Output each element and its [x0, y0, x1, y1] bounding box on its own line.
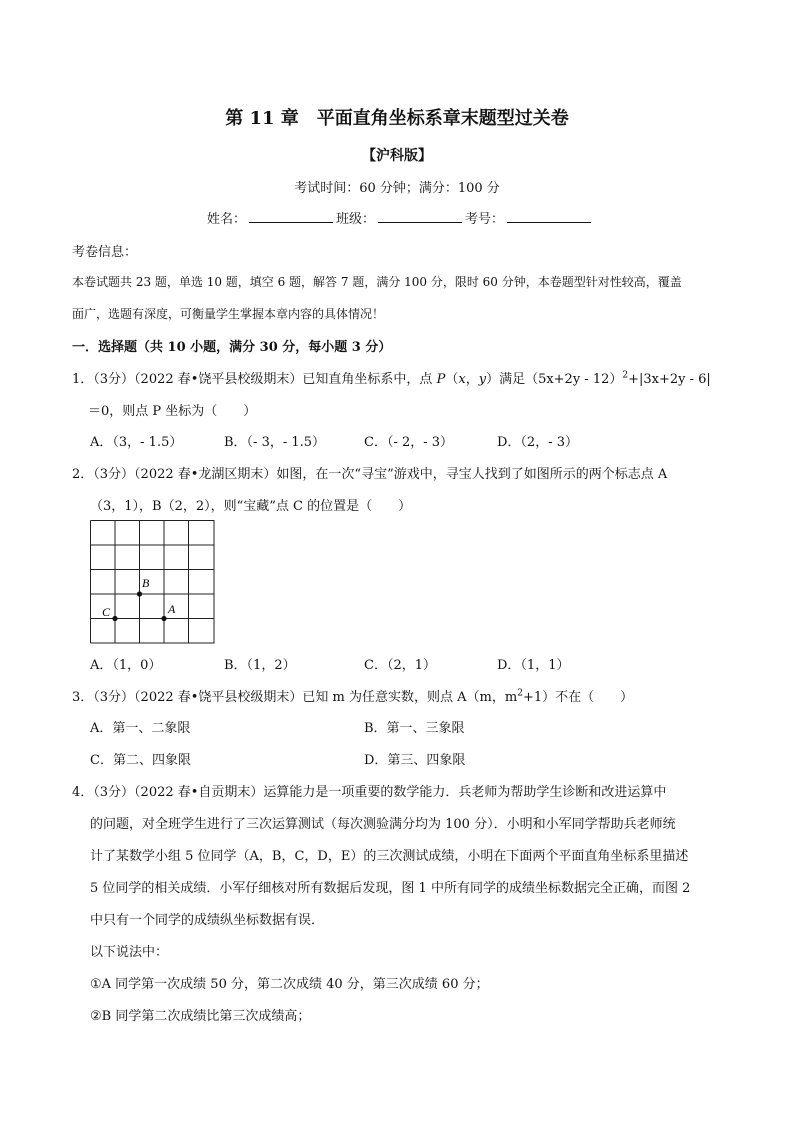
q1-text: 1．（3分）（2022 春•饶平县校级期末）已知直角坐标系中，点: [72, 372, 433, 387]
q1-exponent: 2: [622, 370, 629, 381]
point-c-marker: [112, 616, 117, 621]
q2-option-d[interactable]: D．（1，1）: [497, 658, 570, 673]
q1-text: +|3x+2y - 6|: [628, 372, 711, 387]
question-4-statement: ①A 同学第一次成绩 50 分，第二次成绩 40 分，第三次成绩 60 分；: [90, 977, 489, 992]
question-4-statement: ②B 同学第二次成绩比第三次成绩高；: [90, 1009, 311, 1024]
q3-exponent: 2: [517, 688, 523, 699]
q3-option-c[interactable]: C．第二、四象限: [90, 753, 191, 768]
notice-line: 本卷试题共 23 题，单选 10 题，填空 6 题，解答 7 题，满分 100 分，限时 60 分钟，本卷题型针对性较高，覆盖: [72, 275, 682, 289]
q1-option-b[interactable]: B．（- 3，- 1.5）: [224, 435, 326, 450]
question-2-line2: （3，1），B（2，2），则“宝藏”点 C 的位置是（ ）: [90, 499, 412, 514]
q2-option-b[interactable]: B．（1，2）: [224, 658, 296, 673]
q3-text: 3．（3分）（2022 春•饶平县校级期末）已知 m 为任意实数，则点 A（m，m: [72, 690, 518, 705]
q1-text: （: [445, 372, 459, 387]
q2-option-c[interactable]: C．（2，1）: [364, 658, 436, 673]
student-info-row: [207, 208, 594, 227]
exam-info: 考试时间：60 分钟；满分：100 分: [294, 181, 500, 196]
name-blank[interactable]: [249, 209, 333, 223]
q1-x: x: [458, 372, 466, 387]
q1-text: ）满足（5x+2y - 12）: [486, 372, 623, 387]
page-title: 第 11 章 平面直角坐标系章末题型过关卷: [225, 108, 569, 129]
question-4-line: 中只有一个同学的成绩纵坐标数据有误．: [90, 913, 325, 928]
q1-text: ，: [465, 372, 479, 387]
q1-option-a[interactable]: A．（3，- 1.5）: [90, 435, 183, 450]
q1-point: P: [436, 372, 446, 387]
q3-option-b[interactable]: B．第一、三象限: [364, 721, 465, 736]
q1-option-c[interactable]: C．（- 2，- 3）: [364, 435, 454, 450]
q3-option-d[interactable]: D．第三、四象限: [364, 753, 466, 768]
point-a-marker: [161, 616, 166, 621]
edition-label: 【沪科版】: [362, 148, 432, 164]
question-4-line: 的问题，对全班学生进行了三次运算测试（每次测验满分均为 100 分）．小明和小军同学帮助兵老师统: [90, 817, 676, 832]
notice-heading: 考卷信息：: [72, 245, 138, 260]
notice-line: 面广，选题有深度，可衡量学生掌握本章内容的具体情况！: [72, 307, 385, 321]
class-blank[interactable]: [378, 209, 462, 223]
point-a-label: A: [168, 602, 176, 616]
q2-option-a[interactable]: A．（1，0）: [90, 658, 162, 673]
point-b-label: B: [142, 576, 150, 590]
question-1-stem: [72, 368, 711, 387]
q1-y: y: [478, 372, 487, 387]
number-blank[interactable]: [507, 209, 591, 223]
question-4-line: 以下说法中：: [90, 945, 169, 960]
name-label: 姓名：: [207, 212, 247, 227]
q3-option-a[interactable]: A．第一、二象限: [90, 721, 191, 736]
question-3-stem: [72, 686, 633, 705]
question-1-line2: ＝0，则点 P 坐标为（ ）: [88, 404, 257, 419]
treasure-grid: [90, 520, 216, 648]
number-label: 考号：: [465, 212, 505, 227]
section-heading: 一．选择题（共 10 小题，满分 30 分，每小题 3 分）: [72, 340, 392, 355]
q1-option-d[interactable]: D．（2，- 3）: [497, 435, 578, 450]
point-c-label: C: [102, 605, 111, 619]
question-2-line1: 2．（3分）（2022 春•龙湖区期末）如图，在一次“寻宝”游戏中，寻宝人找到了如图所示的两个标志点 A: [72, 467, 668, 482]
question-4-line: 4．（3分）（2022 春•自贡期末）运算能力是一项重要的数学能力．兵老师为帮助学生诊断和改进运算中: [72, 785, 667, 800]
point-b-marker: [137, 591, 142, 596]
question-4-line: 计了某数学小组 5 位同学（A，B，C，D，E）的三次测试成绩，小明在下面两个平面直角坐标系里描述: [90, 849, 689, 864]
q3-text: +1）不在（ ）: [522, 690, 634, 705]
class-label: 班级：: [336, 212, 376, 227]
question-4-line: 5 位同学的相关成绩．小军仔细核对所有数据后发现，图 1 中所有同学的成绩坐标数据完全正确，而图 2: [90, 881, 691, 896]
